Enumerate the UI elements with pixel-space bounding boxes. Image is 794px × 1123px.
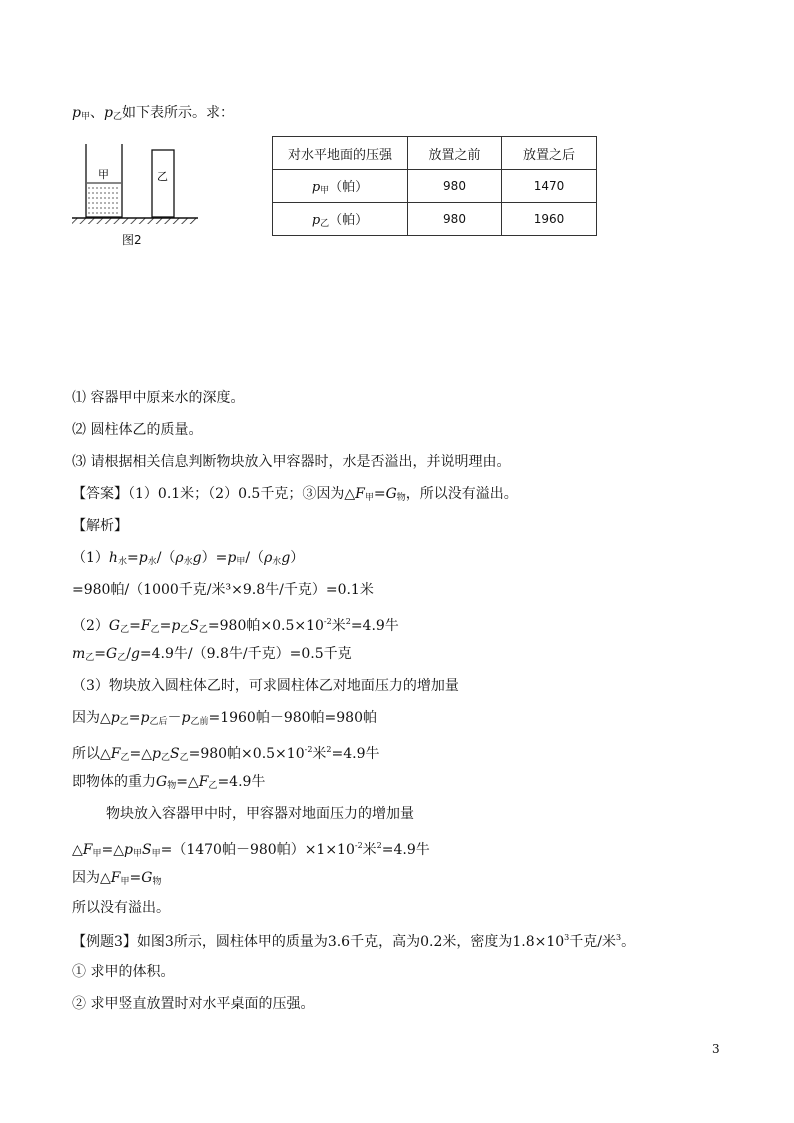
question-1: ⑴ 容器甲中原来水的深度。 (72, 390, 245, 406)
symbol-F: F (110, 870, 121, 886)
text: =（1470帕－980帕）×1×10 (160, 842, 355, 858)
subscript: 甲 (80, 112, 90, 122)
table-cell-label (273, 170, 408, 203)
text: /（ (156, 550, 176, 566)
analysis-line-12: 所以没有溢出。 (72, 900, 170, 916)
symbol-F: F (355, 486, 365, 502)
text: 即物体的重力 (72, 774, 156, 790)
subscript: 乙前 (190, 717, 209, 727)
analysis-line-1 (72, 549, 304, 571)
symbol-p: p (140, 710, 150, 726)
superscript: 2 (326, 745, 332, 754)
unit: （帕） (329, 180, 369, 195)
analysis-tag: 【解析】 (72, 518, 128, 534)
text: = (159, 618, 172, 634)
subscript: 甲 (364, 493, 374, 503)
symbol-p: p (311, 180, 321, 195)
text: △ (72, 842, 83, 858)
symbol-p: p (227, 550, 237, 566)
subscript: 乙 (160, 753, 170, 763)
text: （2） (72, 618, 109, 634)
table-cell: 980 (408, 170, 502, 203)
text: 因为△ (72, 870, 111, 886)
table-cell: 980 (408, 203, 502, 236)
text: 米 (362, 842, 377, 858)
superscript: 2 (345, 617, 351, 626)
analysis-line-8 (72, 773, 265, 795)
subscript: 甲 (236, 557, 246, 567)
table-cell-label (273, 203, 408, 236)
text: = (129, 870, 142, 886)
text: 米 (312, 746, 327, 762)
symbol-g: g (192, 550, 202, 566)
subscript: 乙后 (149, 717, 168, 727)
subscript: 乙 (180, 625, 190, 635)
subscript: 乙 (320, 219, 330, 229)
symbol-F: F (82, 842, 93, 858)
analysis-line-4 (72, 645, 352, 667)
cylinder-yi (152, 150, 174, 217)
symbol-S: S (189, 618, 199, 634)
subscript: 物 (396, 493, 406, 503)
symbol-p: p (171, 618, 181, 634)
subscript: 水 (183, 557, 193, 567)
symbol-F: F (198, 774, 209, 790)
subscript: 乙 (179, 753, 189, 763)
subscript: 乙 (112, 112, 122, 122)
subscript: 乙 (120, 625, 130, 635)
table-cell: 1960 (502, 203, 597, 236)
symbol-F: F (110, 746, 121, 762)
question-2: ⑵ 圆柱体乙的质量。 (72, 422, 203, 438)
subscript: 乙 (85, 653, 95, 663)
text: = (128, 710, 141, 726)
figure-caption: 图2 (122, 233, 142, 247)
symbol-F: F (140, 618, 151, 634)
text: = (126, 550, 139, 566)
analysis-line-10 (72, 837, 430, 863)
text: = (129, 618, 141, 634)
text: / (126, 646, 131, 662)
separator: 、 (89, 105, 104, 121)
example-tag: 【例题3】 (72, 934, 137, 950)
text: 所以△ (72, 746, 111, 762)
text: = (94, 646, 107, 662)
subscript: 乙 (119, 717, 129, 727)
table-header: 放置之后 (502, 137, 597, 170)
subscript: 乙 (208, 781, 218, 791)
subscript: 乙 (117, 653, 127, 663)
text: 如图3所示，圆柱体甲的质量为3.6千克，高为0.2米，密度为1.8×10 (136, 934, 565, 950)
page-number: 3 (712, 1042, 720, 1056)
symbol-S: S (170, 746, 180, 762)
symbol-p: p (103, 105, 113, 121)
superscript: -2 (354, 841, 363, 850)
subscript: 水 (147, 557, 157, 567)
text: =△ (129, 746, 153, 762)
symbol-p: p (124, 842, 133, 858)
container-jia (86, 144, 122, 218)
subscript: 乙 (120, 753, 130, 763)
analysis-line-3 (72, 613, 399, 639)
symbol-G: G (156, 774, 168, 790)
equals: = (373, 486, 386, 502)
symbol-rho: ρ (264, 550, 273, 566)
text: =4.9牛 (350, 618, 399, 634)
table-row (273, 203, 597, 236)
symbol-h: h (108, 550, 118, 566)
symbol-p: p (72, 105, 81, 121)
superscript: 3 (615, 933, 622, 942)
text: 因为△ (72, 710, 111, 726)
subscript: 乙 (198, 625, 208, 635)
text: － (167, 710, 182, 726)
answer-text: （1）0.1米；（2）0.5千克；③因为△ (128, 486, 356, 502)
intro-text: 如下表所示。求： (121, 105, 234, 121)
text: 米 (331, 618, 346, 634)
subscript: 物 (152, 877, 162, 887)
subscript: 甲 (120, 877, 130, 887)
subscript: 甲 (92, 849, 102, 859)
symbol-G: G (108, 618, 121, 634)
text: =4.9牛 (331, 746, 380, 762)
symbol-p: p (181, 710, 191, 726)
superscript: 3 (564, 933, 570, 942)
subscript: 乙 (150, 625, 160, 635)
symbol-S: S (142, 842, 152, 858)
question-3: ⑶ 请根据相关信息判断物块放入甲容器时，水是否溢出，并说明理由。 (72, 454, 511, 470)
analysis-line-5: （3）物块放入圆柱体乙时，可求圆柱体乙对地面压力的增加量 (72, 678, 459, 694)
answer-tag: 【答案】 (72, 486, 128, 502)
text: 千克/米 (569, 934, 616, 950)
text: =4.9牛/（9.8牛/千克）=0.5千克 (139, 646, 352, 662)
example-3-line (72, 929, 635, 951)
text: ）= (201, 550, 228, 566)
analysis-line-11 (72, 869, 161, 891)
text: =4.9牛 (217, 774, 266, 790)
text: ） (290, 550, 305, 566)
text: （1） (72, 550, 109, 566)
sub-question-2: ② 求甲竖直放置时对水平桌面的压强。 (72, 996, 315, 1012)
symbol-m: m (72, 646, 86, 662)
label-jia: 甲 (98, 168, 109, 181)
superscript: -2 (304, 745, 313, 754)
table-header: 放置之前 (408, 137, 502, 170)
subscript: 水 (272, 557, 282, 567)
symbol-p: p (138, 550, 148, 566)
unit: （帕） (329, 213, 369, 228)
text: =980帕×0.5×10 (188, 746, 305, 762)
subscript: 甲 (151, 849, 161, 859)
symbol-G: G (106, 646, 118, 662)
table-row (273, 170, 597, 203)
text: =△ (101, 842, 125, 858)
label-yi: 乙 (157, 170, 168, 183)
ground (72, 218, 198, 224)
text: =△ (176, 774, 199, 790)
table-header: 对水平地面的压强 (273, 137, 408, 170)
sub-question-1: ① 求甲的体积。 (72, 964, 175, 980)
symbol-G: G (385, 486, 397, 502)
text: =4.9牛 (381, 842, 430, 858)
text: =980帕×0.5×10 (207, 618, 324, 634)
symbol-G: G (141, 870, 153, 886)
answer-text: ，所以没有溢出。 (405, 486, 518, 502)
subscript: 甲 (132, 849, 142, 859)
symbol-p: p (311, 213, 321, 228)
answer-line (72, 485, 518, 507)
pressure-table (272, 136, 597, 236)
subscript: 水 (117, 557, 127, 567)
symbol-g: g (281, 550, 291, 566)
text: =1960帕－980帕=980帕 (208, 710, 378, 726)
subscript: 物 (167, 781, 177, 791)
superscript: 2 (376, 841, 382, 850)
superscript: -2 (323, 617, 332, 626)
intro-line (72, 104, 234, 126)
analysis-line-7 (72, 741, 380, 767)
symbol-p: p (110, 710, 120, 726)
text: 。 (621, 934, 636, 950)
table-header-row (273, 137, 597, 170)
subscript: 甲 (320, 186, 330, 196)
table-cell: 1470 (502, 170, 597, 203)
text: /（ (245, 550, 265, 566)
symbol-rho: ρ (175, 550, 184, 566)
analysis-line-9: 物块放入容器甲中时，甲容器对地面压力的增加量 (106, 806, 414, 822)
analysis-line-6 (72, 709, 377, 731)
analysis-line-2: =980帕/（1000千克/米³×9.8牛/千克）=0.1米 (72, 582, 374, 598)
symbol-p: p (152, 746, 161, 762)
symbol-g: g (130, 646, 140, 662)
